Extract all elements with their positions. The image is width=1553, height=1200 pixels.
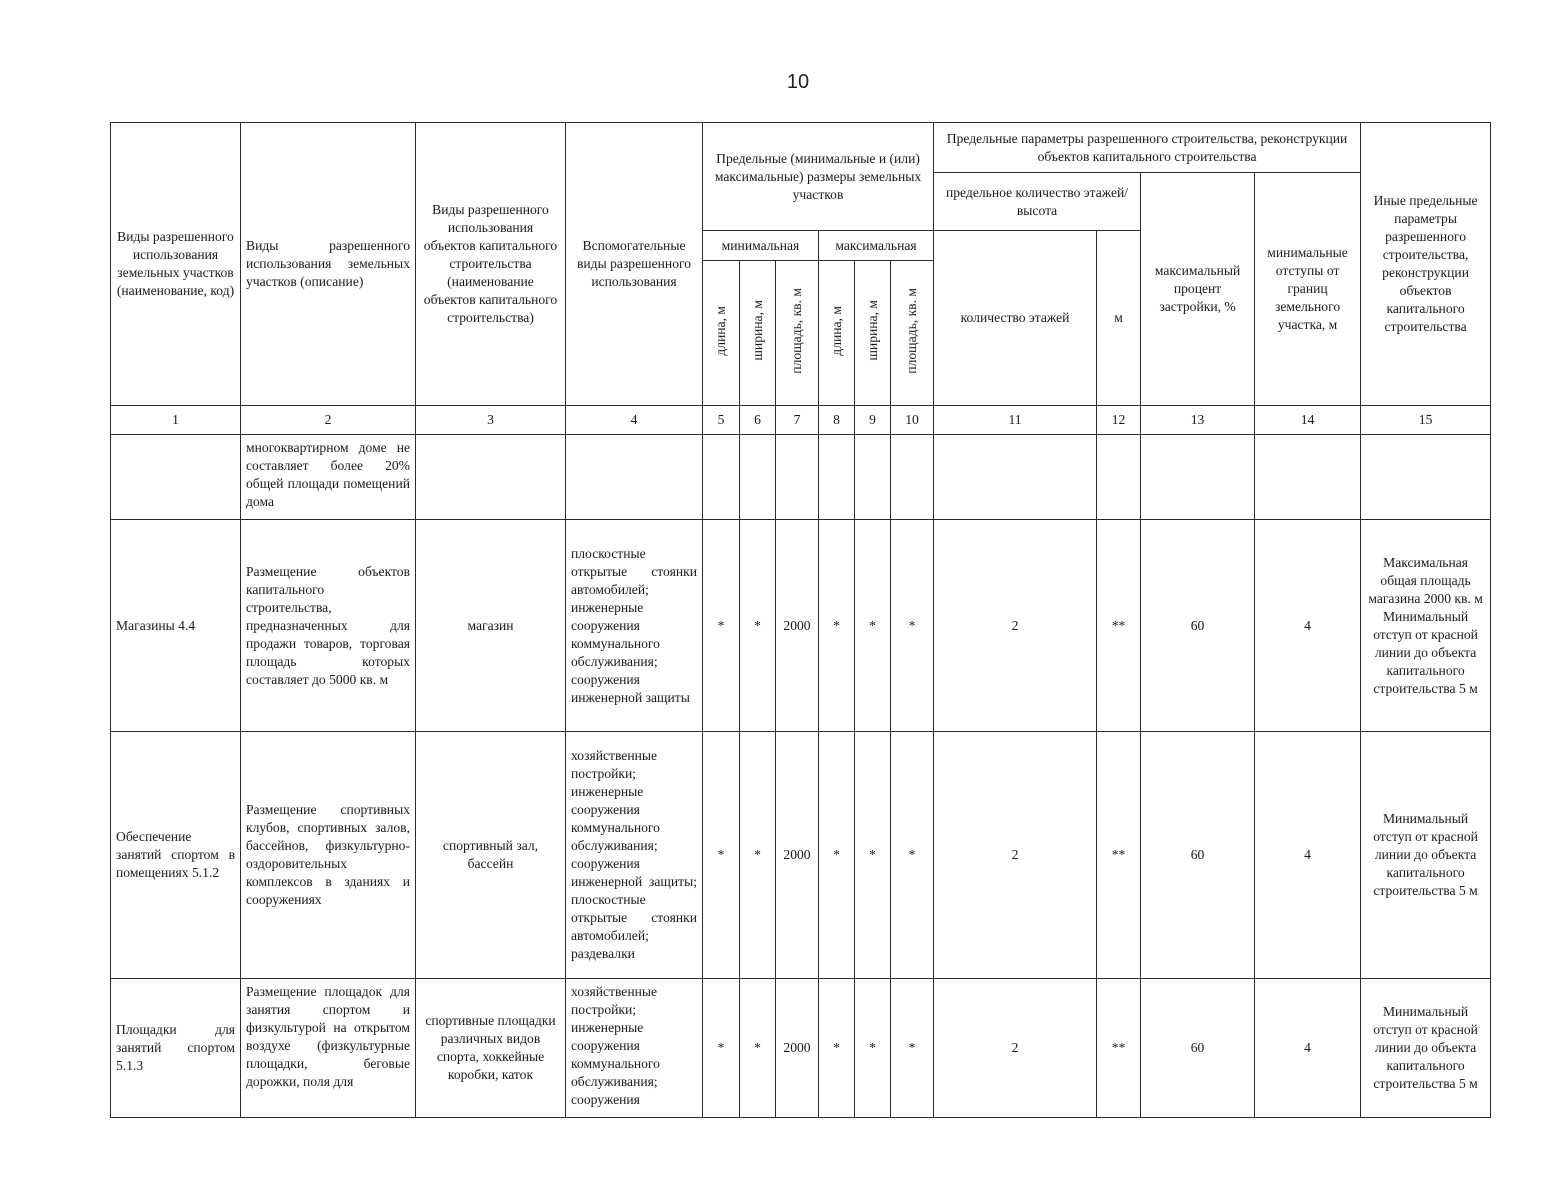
table-row [111,979,1491,1118]
column-number: 1 [111,406,241,435]
header-capital-objects: Виды разрешенного использования объектов капитального строительства (наименование объектов капитального строительства) [416,123,566,406]
column-number: 4 [566,406,703,435]
cell-land-use-description: многоквартирном доме не составляет более 20% общей площади помещений дома [241,435,416,520]
cell-max-length: * [819,732,855,979]
column-number: 5 [703,406,740,435]
cell-min-offsets: 4 [1255,520,1361,732]
table-row [111,435,1491,520]
cell-other-parameters: Минимальный отступ от красной линии до объекта капитального строительства 5 м [1361,732,1491,979]
cell-auxiliary-uses: хозяйственные постройки; инженерные сооружения коммунального обслуживания; сооружения инженерной защиты; плоскостные открытые стоянки автомобилей; раздевалки [566,732,703,979]
header-min-area: площадь, кв. м [789,287,804,374]
header-maximal: максимальная [819,231,934,261]
cell-max-area: * [891,520,934,732]
column-number: 10 [891,406,934,435]
header-land-use-code: Виды разрешенного использования земельных участков (наименование, код) [111,123,241,406]
header-min-length: длина, м [713,305,728,356]
cell-min-offsets [1255,435,1361,520]
cell-land-use-code: Площадки для занятий спортом 5.1.3 [111,979,241,1118]
land-use-regulations-table [110,122,1491,1118]
cell-max-building-percent: 60 [1141,732,1255,979]
cell-floor-count: 2 [934,979,1097,1118]
cell-min-offsets: 4 [1255,979,1361,1118]
column-number: 2 [241,406,416,435]
header-meters: м [1097,231,1141,406]
cell-max-building-percent: 60 [1141,979,1255,1118]
cell-land-use-description: Размещение объектов капитального строительства, предназначенных для продажи товаров, торговая площадь которых составляет до 5000 кв. м [241,520,416,732]
cell-min-width: * [740,520,776,732]
cell-other-parameters [1361,435,1491,520]
cell-max-building-percent: 60 [1141,520,1255,732]
cell-capital-objects: спортивный зал, бассейн [416,732,566,979]
header-construction-limits: Предельные параметры разрешенного строительства, реконструкции объектов капитального строительства [934,123,1361,173]
table-row [111,732,1491,979]
table-row [111,520,1491,732]
cell-land-use-description: Размещение площадок для занятия спортом и физкультурой на открытом воздухе (физкультурные площадки, беговые дорожки, поля для [241,979,416,1118]
cell-max-area: * [891,979,934,1118]
cell-min-length: * [703,520,740,732]
column-number: 13 [1141,406,1255,435]
header-minimal: минимальная [703,231,819,261]
column-number: 8 [819,406,855,435]
header-other-parameters: Иные предельные параметры разрешенного строительства, реконструкции объектов капитального строительства [1361,123,1491,406]
cell-capital-objects: спортивные площадки различных видов спорта, хоккейные коробки, каток [416,979,566,1118]
cell-max-area [891,435,934,520]
cell-min-length: * [703,732,740,979]
column-number: 7 [776,406,819,435]
cell-land-use-code: Обеспечение занятий спортом в помещениях 5.1.2 [111,732,241,979]
header-min-offsets: минимальные отступы от границ земельного участка, м [1255,173,1361,406]
column-number: 6 [740,406,776,435]
cell-floor-count: 2 [934,732,1097,979]
column-number: 14 [1255,406,1361,435]
cell-max-width: * [855,732,891,979]
header-auxiliary-uses: Вспомогательные виды разрешенного использования [566,123,703,406]
header-max-building-percent: максимальный процент застройки, % [1141,173,1255,406]
cell-min-length: * [703,979,740,1118]
header-land-use-description: Виды разрешенного использования земельных участков (описание) [241,123,416,406]
cell-land-use-code [111,435,241,520]
cell-min-area: 2000 [776,979,819,1118]
cell-meters [1097,435,1141,520]
cell-land-use-code: Магазины 4.4 [111,520,241,732]
cell-floor-count: 2 [934,520,1097,732]
cell-meters: ** [1097,520,1141,732]
page-number: 10 [786,71,810,93]
header-floors-height-group: предельное количество этажей/высота [934,173,1141,231]
cell-min-width: * [740,979,776,1118]
cell-capital-objects [416,435,566,520]
cell-other-parameters: Минимальный отступ от красной линии до объекта капитального строительства 5 м [1361,979,1491,1118]
cell-meters: ** [1097,732,1141,979]
cell-max-length: * [819,979,855,1118]
header-min-width: ширина, м [749,300,765,361]
cell-max-width: * [855,979,891,1118]
header-max-area: площадь, кв. м [904,287,920,374]
cell-capital-objects: магазин [416,520,566,732]
cell-land-use-description: Размещение спортивных клубов, спортивных залов, бассейнов, физкультурно-оздоровительных комплексов в зданиях и сооружениях [241,732,416,979]
column-number: 15 [1361,406,1491,435]
header-max-width: ширина, м [864,300,880,361]
header-plot-size-limits: Предельные (минимальные и (или) максимальные) размеры земельных участков [703,123,934,231]
cell-meters: ** [1097,979,1141,1118]
column-number-row [111,406,1491,435]
cell-min-area [776,435,819,520]
header-max-length: длина, м [828,305,844,356]
column-number: 12 [1097,406,1141,435]
column-number: 9 [855,406,891,435]
cell-min-area: 2000 [776,520,819,732]
cell-max-building-percent [1141,435,1255,520]
cell-min-length [703,435,740,520]
cell-auxiliary-uses: хозяйственные постройки; инженерные сооружения коммунального обслуживания; сооружения [566,979,703,1118]
cell-max-length [819,435,855,520]
cell-max-width: * [855,520,891,732]
cell-max-length: * [819,520,855,732]
column-number: 3 [416,406,566,435]
column-number: 11 [934,406,1097,435]
cell-max-width [855,435,891,520]
cell-other-parameters: Максимальная общая площадь магазина 2000 кв. м Минимальный отступ от красной линии до объекта капитального строительства 5 м [1361,520,1491,732]
cell-min-width: * [740,732,776,979]
cell-min-offsets: 4 [1255,732,1361,979]
cell-min-width [740,435,776,520]
cell-auxiliary-uses [566,435,703,520]
cell-min-area: 2000 [776,732,819,979]
cell-max-area: * [891,732,934,979]
cell-floor-count [934,435,1097,520]
header-floor-count: количество этажей [934,231,1097,406]
cell-auxiliary-uses: плоскостные открытые стоянки автомобилей; инженерные сооружения коммунального обслуживания; сооружения инженерной защиты [566,520,703,732]
